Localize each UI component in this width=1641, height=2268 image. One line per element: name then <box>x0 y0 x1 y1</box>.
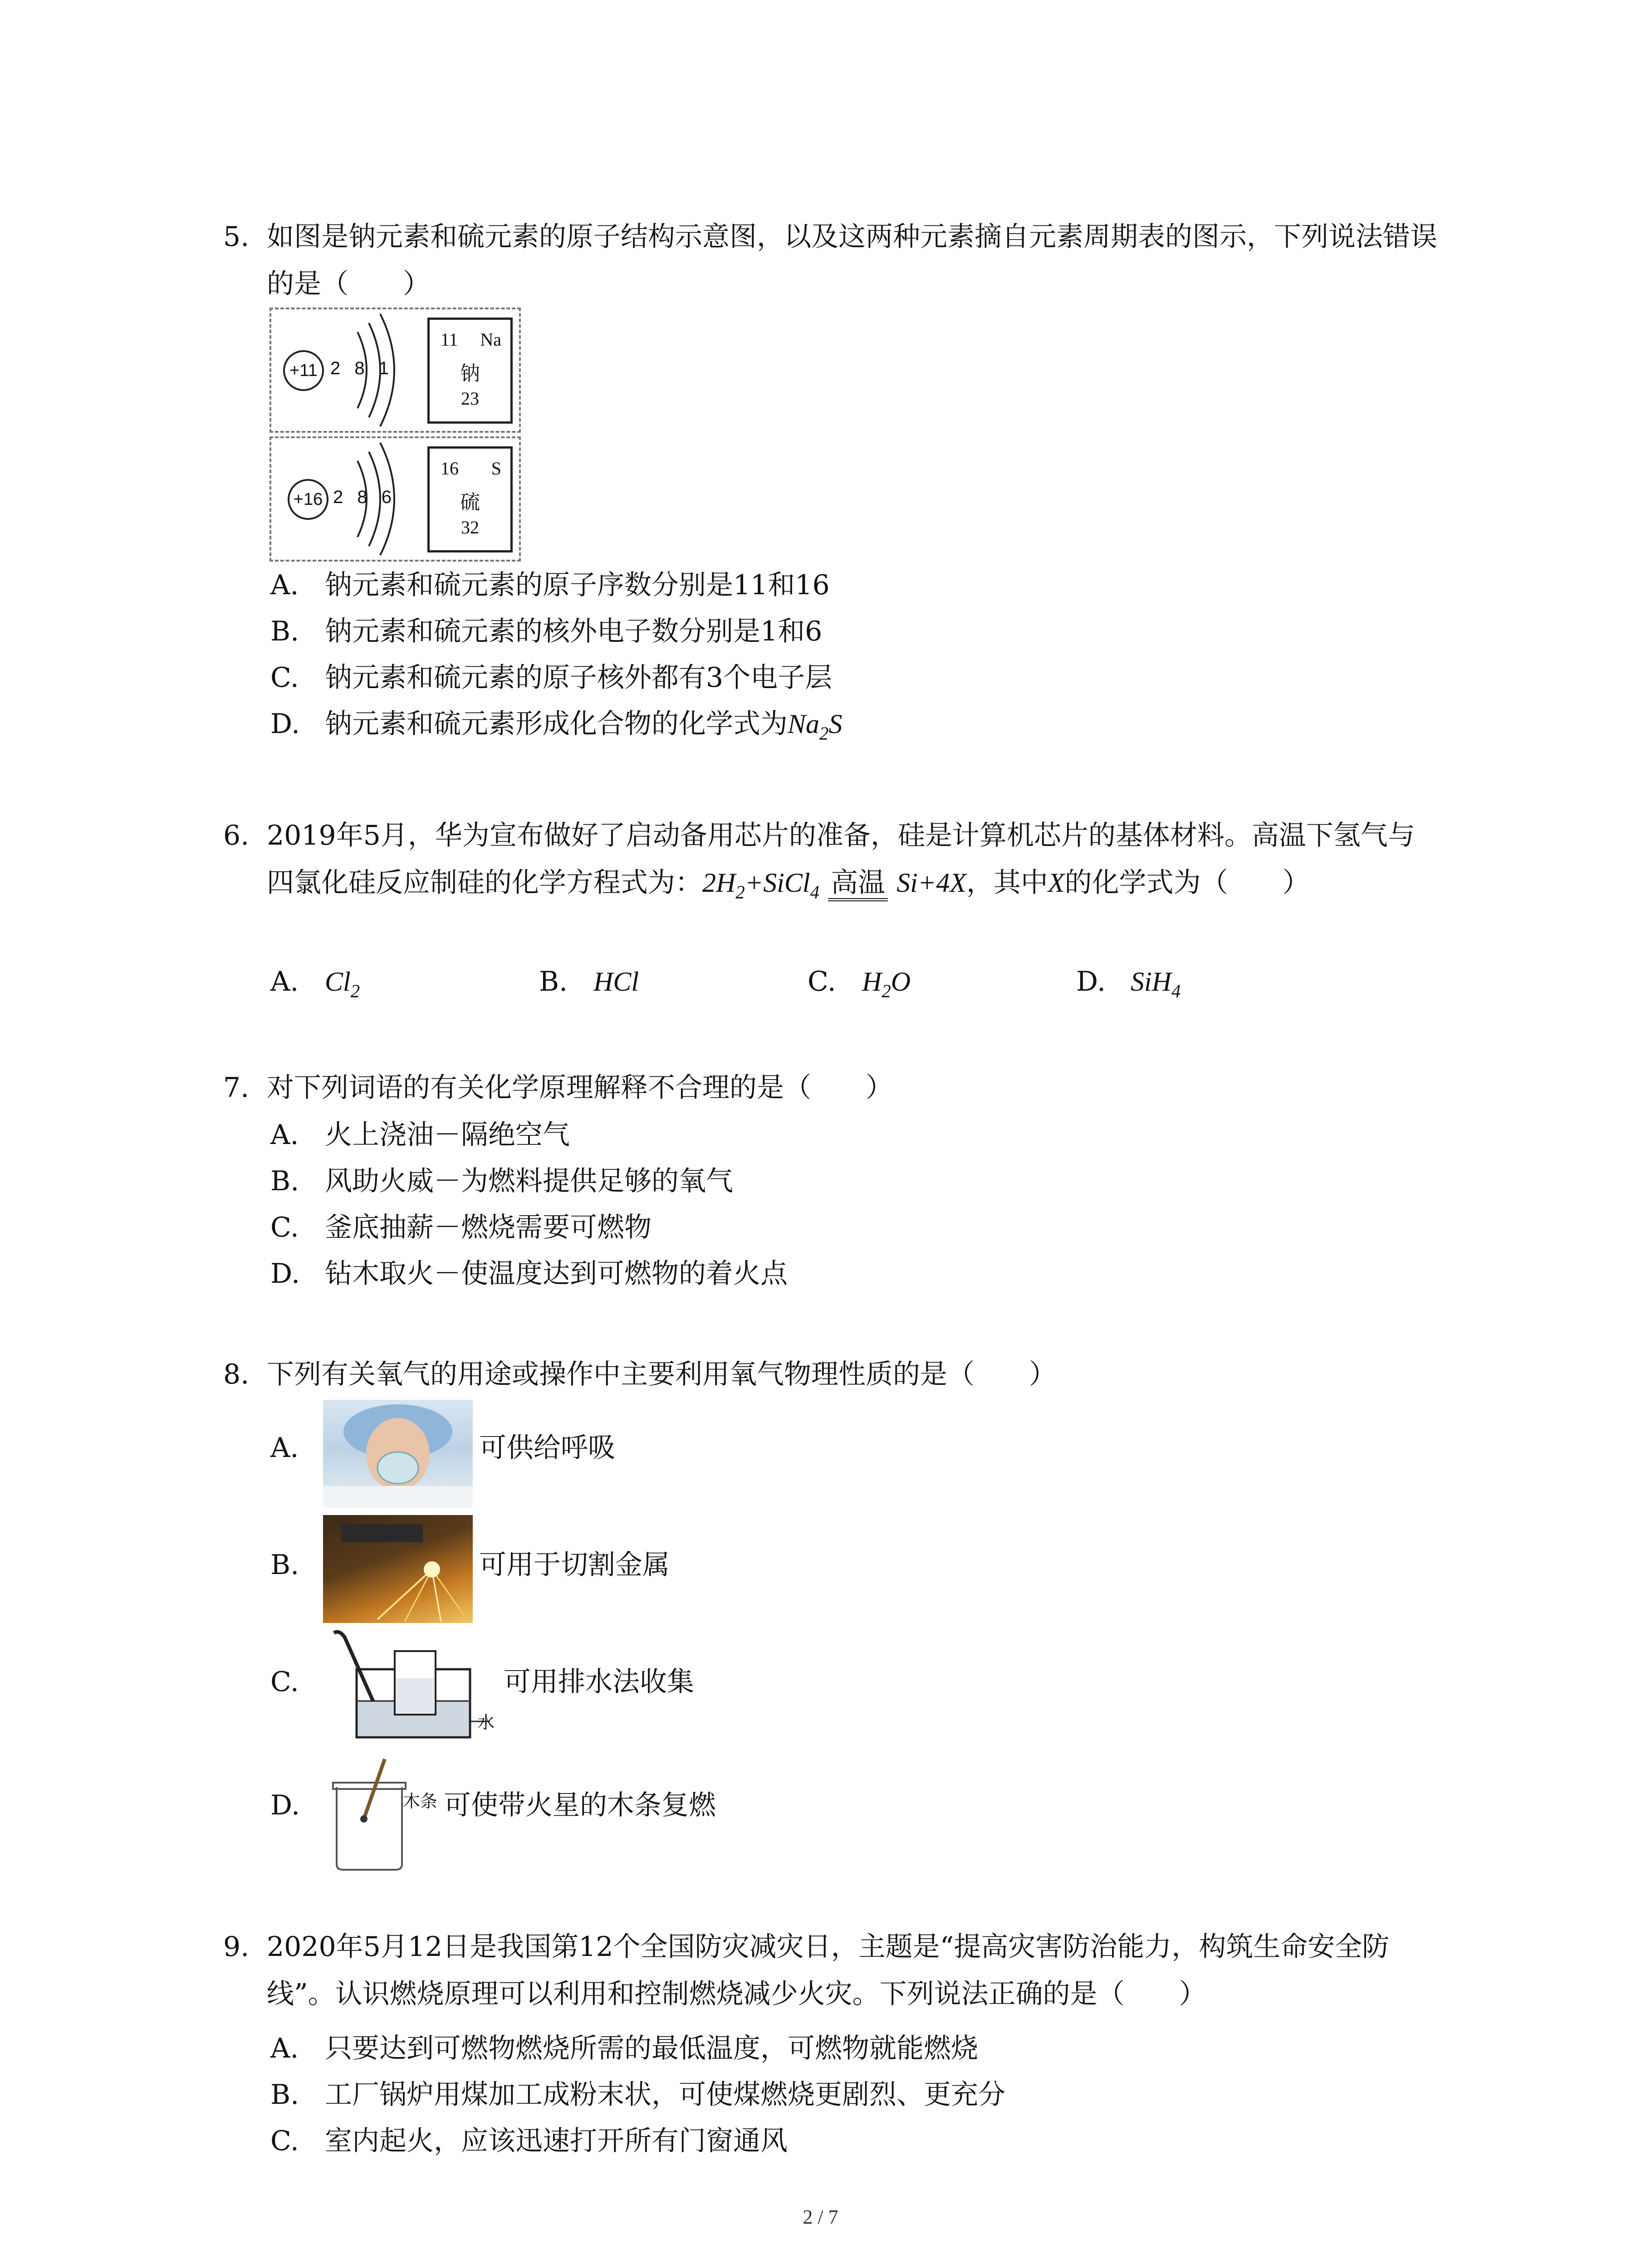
option-label: B. <box>270 616 299 647</box>
sparks-illustration <box>323 1515 473 1623</box>
question-text: 如图是钠元素和硫元素的原子结构示意图，以及这两种元素摘自元素周期表的图示，下列说法错误的是（ ） <box>267 221 1437 300</box>
option-a[interactable] <box>270 1117 570 1153</box>
option-text: 风助火威－为燃料提供足够的氧气 <box>325 1165 733 1197</box>
option-b[interactable] <box>270 1163 733 1199</box>
question-text: 对下列词语的有关化学原理解释不合理的是（ ） <box>267 1072 893 1104</box>
water-collection-diagram <box>318 1628 499 1746</box>
option-text: 钠元素和硫元素的原子序数分别是11和16 <box>325 569 830 601</box>
option-a[interactable] <box>270 2030 978 2067</box>
formula: $Na_2S$ <box>788 709 843 744</box>
option-label: A. <box>270 966 299 997</box>
option-text: 钠元素和硫元素形成化合物的化学式为 <box>325 708 788 740</box>
option-formula: SiH$_4$ <box>1131 967 1181 1002</box>
question-7-stem <box>223 1064 1439 1111</box>
option-d[interactable] <box>1076 963 1181 1009</box>
glowing-splint-diagram <box>323 1751 441 1873</box>
question-number: 5. <box>223 221 250 253</box>
option-label: B. <box>270 1165 299 1197</box>
sulfur-periodic-cell <box>427 446 513 552</box>
option-label: A. <box>270 1119 299 1151</box>
option-c[interactable] <box>270 1664 325 1700</box>
option-d[interactable] <box>270 1787 325 1823</box>
option-b[interactable] <box>270 613 822 650</box>
sulfur-electron-shells: 2 8 6 <box>333 487 396 507</box>
option-text: 钠元素和硫元素的核外电子数分别是1和6 <box>325 616 823 647</box>
atomic-mass: 23 <box>461 388 479 409</box>
option-b-text <box>479 1547 670 1583</box>
option-label: C. <box>270 662 299 694</box>
option-text: 钠元素和硫元素的原子核外都有3个电子层 <box>325 662 833 694</box>
question-8 <box>223 1351 1439 1398</box>
page-number: 2 / 7 <box>803 2206 838 2228</box>
option-b[interactable] <box>270 2077 1005 2113</box>
bottle-illustration <box>323 1751 441 1873</box>
option-label: A. <box>270 569 299 601</box>
equation: $2H_2+SiCl_4$ <box>702 868 820 903</box>
option-label: C. <box>270 1212 299 1243</box>
question-5-stem <box>223 213 1439 308</box>
atomic-number: 16 <box>441 458 459 479</box>
option-d-text <box>444 1787 716 1823</box>
question-number: 8. <box>223 1359 250 1390</box>
element-symbol: S <box>491 458 501 479</box>
option-text: 工厂锅炉用煤加工成粉末状，可使煤燃烧更剧烈、更充分 <box>325 2079 1005 2111</box>
sodium-electron-shells: 2 8 1 <box>330 358 393 378</box>
question-6 <box>223 812 1439 916</box>
option-text: 只要达到可燃物燃烧所需的最低温度，可燃物就能燃烧 <box>325 2033 978 2064</box>
option-c[interactable] <box>808 963 911 1009</box>
option-b[interactable] <box>270 1547 325 1583</box>
option-text: 钻木取火－使温度达到可燃物的着火点 <box>325 1258 788 1290</box>
option-a-text <box>479 1430 615 1466</box>
option-formula: $H_2O$ <box>862 967 911 1002</box>
question-number: 7. <box>223 1072 250 1104</box>
option-c-text <box>504 1664 694 1700</box>
water-trough-illustration <box>318 1628 499 1746</box>
sodium-diagram <box>269 308 521 433</box>
option-c[interactable] <box>270 1209 652 1246</box>
question-8-stem <box>223 1351 1439 1398</box>
option-a[interactable] <box>270 567 830 603</box>
splint-label: 木条 <box>403 1791 438 1811</box>
option-text: 可供给呼吸 <box>479 1432 615 1464</box>
option-label: C. <box>270 1666 299 1698</box>
option-formula: HCl <box>593 967 639 997</box>
sulfur-nucleus: +16 <box>288 479 328 520</box>
option-label: B. <box>270 1549 299 1581</box>
element-symbol: Na <box>480 329 501 350</box>
sodium-periodic-cell <box>427 318 513 424</box>
sulfur-diagram <box>269 436 521 562</box>
question-text: 下列有关氧气的用途或操作中主要利用氧气物理性质的是（ ） <box>267 1359 1056 1390</box>
question-number: 9. <box>223 1931 250 1963</box>
option-label: B. <box>270 2079 299 2111</box>
water-label: 水 <box>477 1712 495 1732</box>
option-label: C. <box>270 2125 299 2157</box>
option-formula: $Cl_2$ <box>325 967 360 1002</box>
option-text: 可使带火星的木条复燃 <box>444 1789 716 1821</box>
question-7 <box>223 1064 1439 1111</box>
oxygen-mask-photo <box>323 1400 473 1508</box>
sodium-nucleus: +11 <box>283 350 324 391</box>
option-label: C. <box>808 966 836 997</box>
question-5 <box>223 213 1439 308</box>
question-number: 6. <box>223 820 250 851</box>
patient-mask-illustration <box>323 1400 473 1508</box>
question-text: 2019年5月，华为宣布做好了启动备用芯片的准备，硅是计算机芯片的基体材料。高温下氢气与四氯化硅反应制硅的化学方程式为：$2H_2+SiCl_4$ 高温 Si+4X，其中X的化学式为（ ） <box>267 820 1415 903</box>
atomic-mass: 32 <box>461 517 479 538</box>
option-b[interactable] <box>539 963 639 1009</box>
question-9-stem <box>223 1923 1439 2018</box>
option-label: D. <box>270 708 300 740</box>
option-label: D. <box>270 1789 300 1821</box>
option-text: 室内起火，应该迅速打开所有门窗通风 <box>325 2125 788 2157</box>
atomic-number: 11 <box>441 329 458 350</box>
option-label: D. <box>270 1258 300 1290</box>
element-name: 钠 <box>460 362 480 385</box>
option-c[interactable] <box>270 2123 788 2159</box>
option-a[interactable] <box>270 963 360 1009</box>
element-name: 硫 <box>460 491 480 514</box>
option-a[interactable] <box>270 1430 325 1466</box>
question-6-stem <box>223 812 1439 916</box>
option-c[interactable] <box>270 660 832 696</box>
option-label: A. <box>270 1432 299 1464</box>
question-9 <box>223 1923 1439 2018</box>
option-label: D. <box>1076 966 1106 997</box>
option-text: 可用排水法收集 <box>504 1666 694 1698</box>
metal-cutting-photo <box>323 1515 473 1623</box>
reaction-condition: 高温 <box>828 867 888 901</box>
option-text: 火上浇油－隔绝空气 <box>325 1119 570 1151</box>
option-text: 可用于切割金属 <box>479 1549 670 1581</box>
option-d[interactable] <box>270 1256 788 1292</box>
question-text: 2020年5月12日是我国第12个全国防灾减灾日，主题是“提高灾害防治能力，构筑生命安全防线”。认识燃烧原理可以利用和控制燃烧减少火灾。下列说法正确的是（ ） <box>267 1931 1390 2010</box>
option-label: B. <box>539 966 568 997</box>
option-d[interactable] <box>270 706 842 752</box>
option-text: 釜底抽薪－燃烧需要可燃物 <box>325 1212 652 1243</box>
option-label: A. <box>270 2033 299 2064</box>
